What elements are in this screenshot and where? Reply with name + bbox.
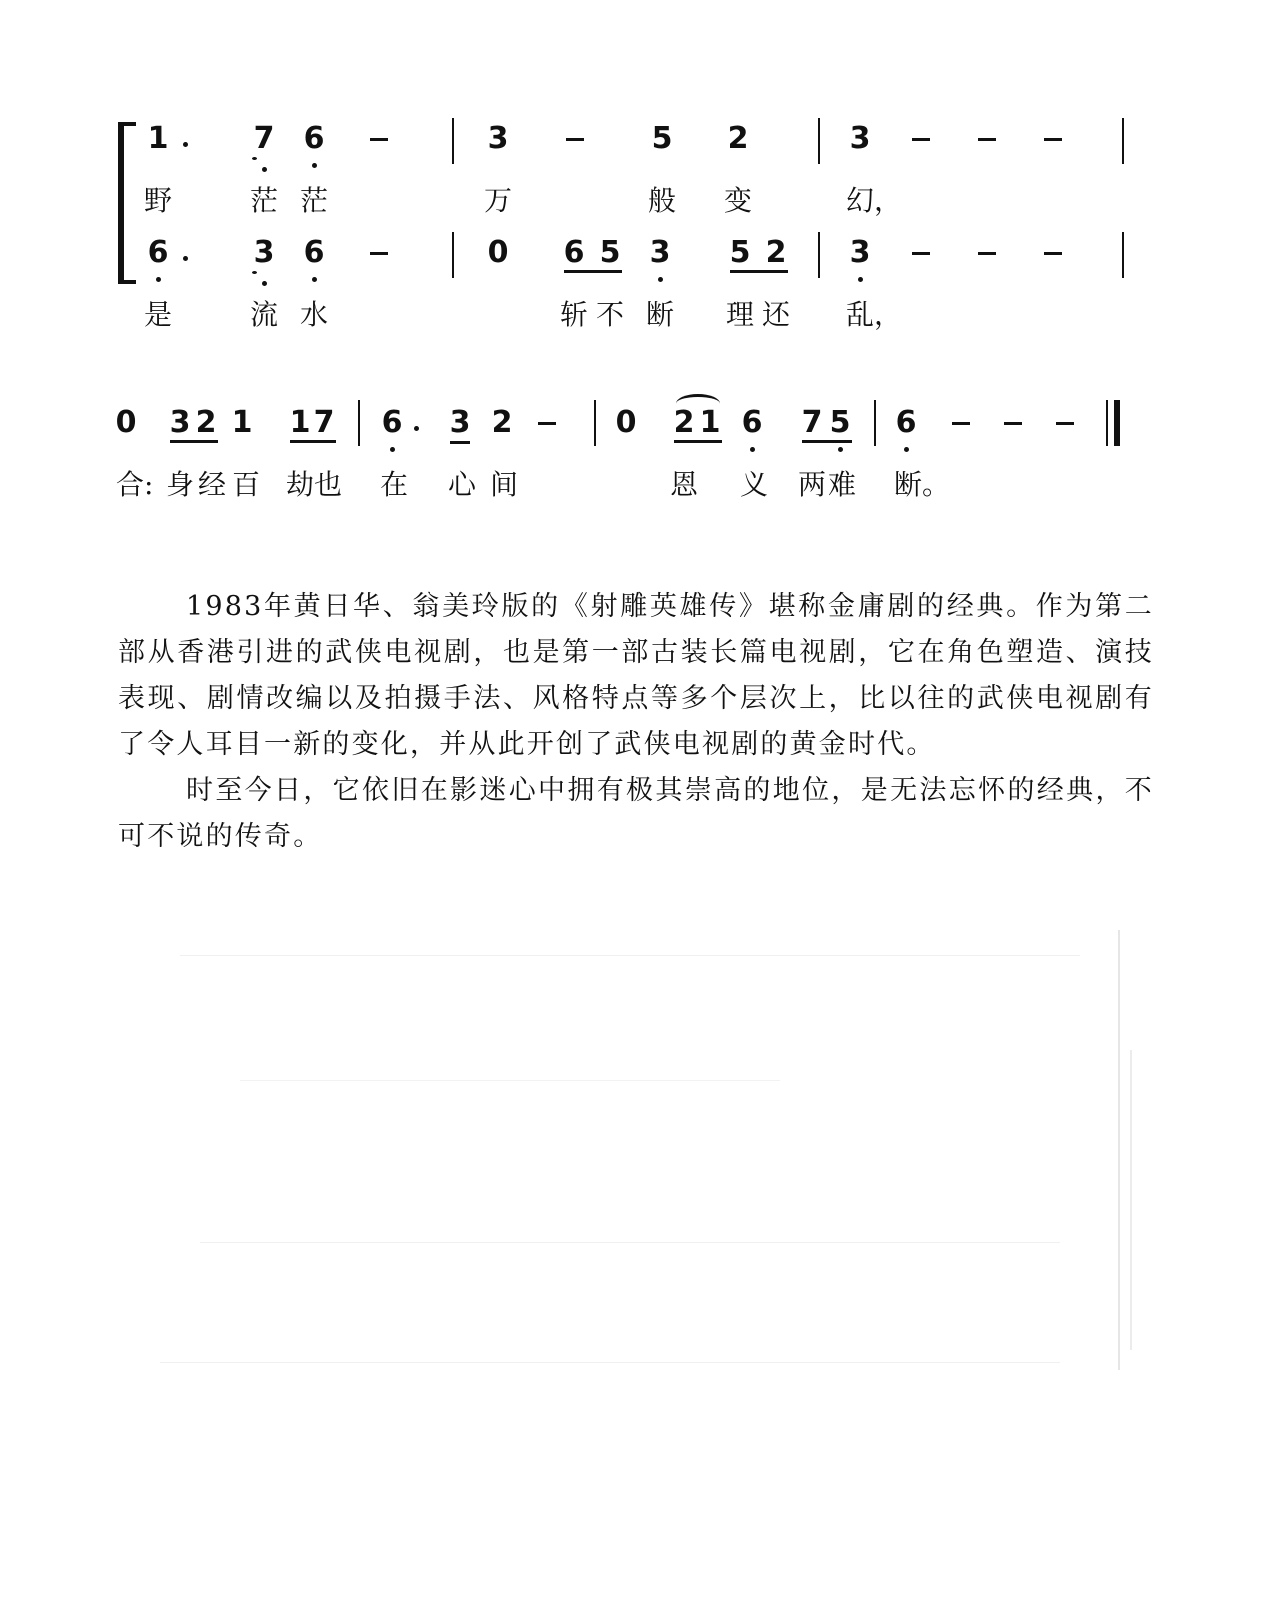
barline: [358, 400, 360, 446]
lyric: 义: [740, 468, 769, 501]
lyric: 身: [166, 468, 195, 501]
beam: [170, 440, 218, 443]
note: 3: [849, 235, 871, 270]
note: 1: [231, 405, 253, 440]
note: 6: [895, 405, 917, 440]
lyric: 心: [448, 468, 477, 501]
note: 2: [491, 405, 513, 440]
note: 3: [487, 121, 509, 156]
lyric: 不: [596, 298, 625, 331]
note: 5: [729, 235, 751, 270]
augmentation-dot: [183, 256, 188, 261]
lyric: 断。: [894, 468, 951, 501]
lyric: 还: [762, 298, 791, 331]
body-paragraph: 1983年黄日华、翁美玲版的《射雕英雄传》堪称金庸剧的经典。作为第二部从香港引进的武侠电视剧，也是第一部古装长篇电视剧，它在角色塑造、演技表现、剧情改编以及拍摄手法、风格特点等多个层次上，比以往的武侠电视剧有了令人耳目一新的变化，并从此开创了武侠电视剧的黄金时代。: [118, 591, 1154, 760]
lyric: 两: [798, 468, 827, 501]
dash: [1044, 138, 1062, 141]
lyric: 斩: [560, 298, 589, 331]
note: 5: [599, 235, 621, 270]
dash: [952, 422, 970, 425]
note: 7: [252, 124, 276, 154]
barline: [594, 400, 596, 446]
system-bracket-bottom: [118, 280, 136, 284]
lyric: 乱，: [846, 298, 903, 331]
lyric: 在: [380, 468, 409, 501]
dash: [538, 422, 556, 425]
note: 0: [487, 235, 509, 270]
beam: [802, 440, 852, 443]
note: 3: [849, 121, 871, 156]
note: 6: [303, 235, 325, 270]
note: 3: [449, 405, 471, 440]
body-paragraph: 时至今日，它依旧在影迷心中拥有极其崇高的地位，是无法忘怀的经典，不可不说的传奇。: [118, 775, 1154, 852]
note: 6: [381, 405, 403, 440]
faint-rule: [180, 955, 1080, 956]
barline: [818, 118, 820, 164]
note: 3: [649, 235, 671, 270]
beam: [564, 270, 622, 273]
lyric: 野: [144, 184, 173, 217]
faint-rule: [1118, 930, 1120, 1370]
barline: [1122, 232, 1124, 278]
system-bracket: [118, 122, 124, 284]
note: 6: [147, 235, 169, 270]
note: 3: [252, 238, 276, 268]
lyric: 百: [232, 468, 261, 501]
dash: [370, 138, 388, 141]
dash: [912, 252, 930, 255]
beam: [674, 440, 722, 443]
note: 0: [115, 405, 137, 440]
dash: [566, 138, 584, 141]
lyric: 幻，: [846, 184, 903, 217]
lyric: 经: [198, 468, 227, 501]
note: 2: [727, 121, 749, 156]
faint-rule: [1130, 1050, 1132, 1350]
barline: [1122, 118, 1124, 164]
note: 6: [563, 235, 585, 270]
dash: [978, 138, 996, 141]
beam: [290, 440, 336, 443]
note: 0: [615, 405, 637, 440]
lyric: 难: [828, 468, 857, 501]
lyric-prefix: 合:: [116, 468, 154, 501]
dash: [912, 138, 930, 141]
faint-rule: [160, 1362, 1060, 1363]
dash: [370, 252, 388, 255]
lyric: 万: [484, 184, 513, 217]
lyric: 水: [300, 298, 329, 331]
augmentation-dot: [414, 426, 419, 431]
barline: [452, 118, 454, 164]
final-barline-thick: [1114, 400, 1120, 446]
note: 3: [169, 405, 191, 440]
final-barline-thin: [1106, 400, 1108, 446]
lyric: 也: [314, 468, 343, 501]
note: 6: [741, 405, 763, 440]
dash: [1056, 422, 1074, 425]
faint-rule: [240, 1080, 780, 1081]
dash: [978, 252, 996, 255]
beam: [730, 270, 788, 273]
note: 1: [699, 405, 721, 440]
note: 7: [313, 405, 335, 440]
note: 5: [651, 121, 673, 156]
faint-rule: [200, 1242, 1060, 1243]
lyric: 般: [648, 184, 677, 217]
lyric: 茫: [300, 184, 329, 217]
note: 2: [195, 405, 217, 440]
note: 1: [147, 121, 169, 156]
barline: [818, 232, 820, 278]
augmentation-dot: [183, 142, 188, 147]
note: 2: [765, 235, 787, 270]
barline: [874, 400, 876, 446]
dash: [1044, 252, 1062, 255]
lyric: 茫: [250, 184, 279, 217]
system-bracket-top: [118, 122, 136, 126]
note: 6: [303, 121, 325, 156]
lyric: 是: [144, 298, 173, 331]
lyric: 理: [726, 298, 755, 331]
lyric: 恩: [670, 468, 699, 501]
note: 2: [673, 405, 695, 440]
lyric: 断: [646, 298, 675, 331]
note: 7: [801, 405, 823, 440]
dash: [1004, 422, 1022, 425]
lyric: 劫: [286, 468, 315, 501]
note: 1: [289, 405, 311, 440]
lyric: 间: [490, 468, 519, 501]
lyric: 流: [250, 298, 279, 331]
note: 5: [829, 405, 851, 440]
lyric: 变: [724, 184, 753, 217]
barline: [452, 232, 454, 278]
